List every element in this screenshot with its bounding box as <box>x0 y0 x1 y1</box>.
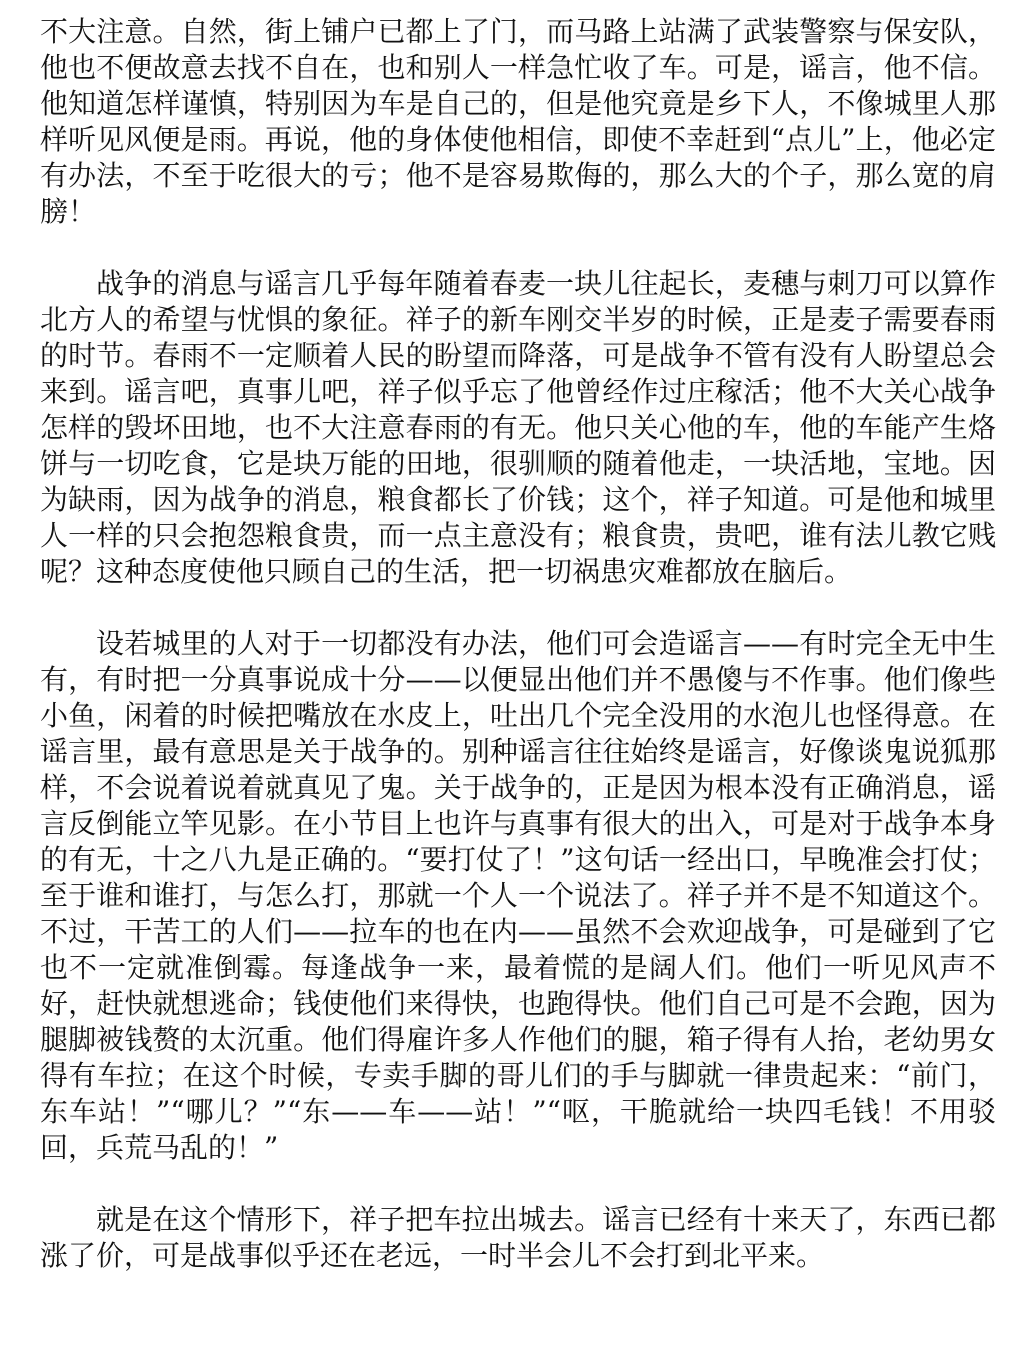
paragraph-4: 就是在这个情形下，祥子把车拉出城去。谣言已经有十来天了，东西已都涨了价，可是战事似乎还在老远，一时半会儿不会打到北平来。 <box>40 1203 996 1272</box>
paragraph-gap <box>40 1166 996 1202</box>
paragraph-2: 战争的消息与谣言几乎每年随着春麦一块儿往起长，麦穗与刺刀可以算作北方人的希望与忧惧的象征。祥子的新车刚交半岁的时候，正是麦子需要春雨的时节。春雨不一定顺着人民的盼望而降落，可是战争不管有没有人盼望总会来到。谣言吧，真事儿吧，祥子似乎忘了他曾经作过庄稼活；他不大关心战争怎样的毁坏田地，也不大注意春雨的有无。他只关心他的车，他的车能产生烙饼与一切吃食，它是块万能的田地，很驯顺的随着他走，一块活地，宝地。因为缺雨，因为战争的消息，粮食都长了价钱；这个，祥子知道。可是他和城里人一样的只会抱怨粮食贵，而一点主意没有；粮食贵，贵吧，谁有法儿教它贱呢？这种态度使他只顾自己的生活，把一切祸患灾难都放在脑后。 <box>40 267 996 588</box>
paragraph-gap <box>40 230 996 266</box>
paragraph-1: 不大注意。自然，街上铺户已都上了门，而马路上站满了武装警察与保安队，他也不便故意去找不自在，也和别人一样急忙收了车。可是，谣言，他不信。他知道怎样谨慎，特别因为车是自己的，但是他究竟是乡下人，不像城里人那样听见风便是雨。再说，他的身体使他相信，即使不幸赶到“点儿”上，他必定有办法，不至于吃很大的亏；他不是容易欺侮的，那么大的个子，那么宽的肩膀！ <box>40 15 996 228</box>
paragraph-3: 设若城里的人对于一切都没有办法，他们可会造谣言——有时完全无中生有，有时把一分真事说成十分——以便显出他们并不愚傻与不作事。他们像些小鱼，闲着的时候把嘴放在水皮上，吐出几个完全没用的水泡儿也怪得意。在谣言里，最有意思是关于战争的。别种谣言往往始终是谣言，好像谈鬼说狐那样，不会说着说着就真见了鬼。关于战争的，正是因为根本没有正确消息，谣言反倒能立竿见影。在小节目上也许与真事有很大的出入，可是对于战争本身的有无，十之八九是正确的。“要打仗了！”这句话一经出口，早晚准会打仗；至于谁和谁打，与怎么打，那就一个人一个说法了。祥子并不是不知道这个。不过，干苦工的人们——拉车的也在内——虽然不会欢迎战争，可是碰到了它也不一定就准倒霉。每逢战争一来，最着慌的是阔人们。他们一听见风声不好，赶快就想逃命；钱使他们来得快，也跑得快。他们自己可是不会跑，因为腿脚被钱赘的太沉重。他们得雇许多人作他们的腿，箱子得有人抬，老幼男女得有车拉；在这个时候，专卖手脚的哥儿们的手与脚就一律贵起来：“前门，东车站！”“哪儿？”“东——车——站！”“呕，干脆就给一块四毛钱！不用驳回，兵荒马乱的！” <box>40 627 996 1164</box>
paragraph-gap <box>40 590 996 626</box>
